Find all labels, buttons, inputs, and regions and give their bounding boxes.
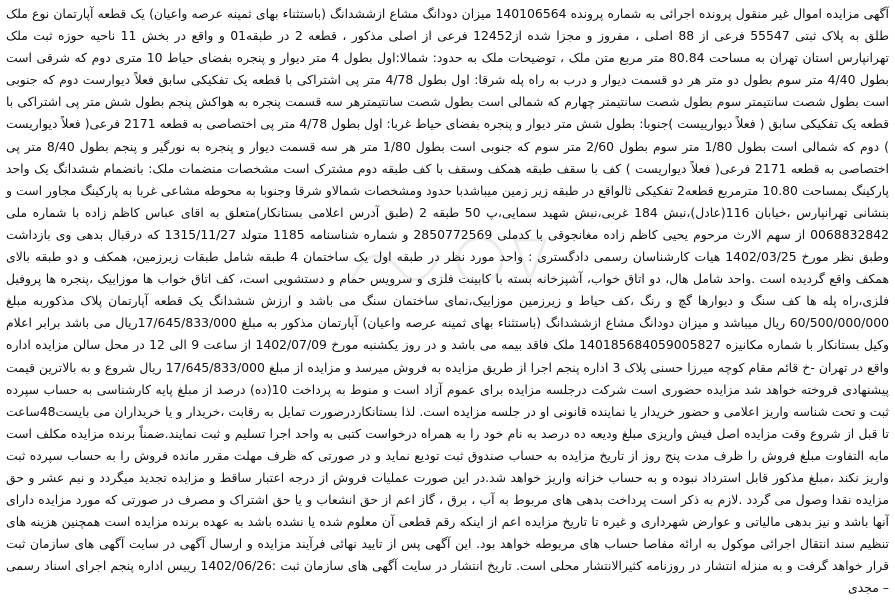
auction-notice-text: آگهی مزایده اموال غیر منقول پرونده اجرائی به شماره پرونده 140106564 میزان دودانگ مشاع ازششدانگ (باستثناء بهای ثمینه عرصه واعیان) یک قطعه آپارتمان نوع ملک طلق به پلاک ثبتی 55547 فرعی از 88 اصلی ، مفروز و مجزا شده از12452 فرعی از اصلی مذکور ، قطعه 2 در طبقه01 و واقع در بخش 11 ناحیه حوزه ثبت ملک تهرانپارس استان تهران به مساحت 80.84 متر مربع متن ملک ، توضیحات ملک به حدود: شمالا:اول بطول 4 متر دیوار و پنجره بفضای حیاط 10 متری دوم که شرقی است بطول 4/40 متر سوم بطول دو متر هر دو قسمت دیوار و درب به راه پله شرقا: اول بطول 4/78 متر پی اشتراکی با قطعه یک تفکیکی سابق فعلاً دیوارست دوم که جنوبی است بطول شصت سانتیمتر سوم بطول شصت سانتیمتر چهارم که شمالی است بطول شصت سانتیمترهر سه قسمت پنجره به هواکش پنجم بطول شش متر پی اشتراکی با قطعه یک تفکیکی سابق ( فعلاً دیوارییست )جنوبا: بطول شش متر دیوار و پنجره بفضای حیاط غربا: اول بطول 4/78 متر پی اختصاصی به قطعه 2171 فرعی( فعلاً دیواریست ) دوم که شمالی است بطول 1/80 متر سوم بطول 2/60 متر سوم که جنوبی است بطول 1/80 متر هر سه قسمت دیوار و پنجره به نورگیر و پنجم بطول 8/40 متر پی اختصاصی به قطعه 2171 فرعی( فعلاً دیواریست ) کف با سقف طبقه همکف وسقف با کف طبقه دوم مشترک است مشخصات منضمات ملک: بانضمام ششدانگ یک واحد پارکینگ بمساحت 10.80 مترمربع قطعه2 تفکیکی ثالواقع در طبقه زیر زمین میباشدبا حدود ومشخصات شمالاو شرقا وجنوبا به محوطه مشاعی غربا به پارکینگ مجاور است و بنشانی تهرانپارس ،خیابان 116(عادل)،نبش 184 غربی،نبش شهید سمایی،پ 50 طبقه 2 (طبق آدرس اعلامی بستانکار)متعلق به اقای عباس کاظم زاده با شماره ملی 0068832842 از سهم الارث مرحوم یحیی کاظم زاده مغانجوقی با کدملی 2850772569 و شماره شناسنامه 1185 متولد 1315/11/27 که درقبال بدهی وی بازداشت وطبق نظر مورخ 1402/03/25 هیات کارشناسان رسمی دادگستری : واحد مورد نظر در طبقه اول یک ساختمان 4 طبقه شامل طبقات زیرزمین، همکف و دو طبقه بالای همکف واقع گردیده است .واحد شامل هال، دو اتاق خواب، آشپزخانه بسته با کابینت فلزی و سرویس حمام و دستشویی است، کف اتاق خواب ها موزاییک ،پنجره ها پروفیل فلزی،راه پله ها کف سنگ و دیوارها گچ و رنگ ،کف حیاط و زیرزمین موزاییک،نمای ساختمان سنگ می باشد و ارزش ششدانگ یک قطعه آپارتمان پلاک مذکوربه مبلغ 60/500/000/000 ریال میباشد و میزان دودانگ مشاع ازششدانگ (باستثناء بهای ثمینه عرصه واعیان) آپارتمان مذکور به مبلغ 17/645/833/000ریال می باشد برابر اعلام وکیل بستانکار با شماره مکانیزه 140185684059005827 ملک فاقد بیمه می باشد و در روز یکشنبه مورخ 1402/07/09 از ساعت 9 الی 12 در محل سالن مزایده اداره واقع در تهران -خ قائم مقام کوچه میرزا حسنی پلاک 3 اداره پنجم اجرا از طریق مزایده به فروش میرسد و مزایده از مبلغ 17/645/833/000 ریال شروع و به بالاترین قیمت پیشنهادی فروخته خواهد شد مزایده حضوری است شرکت درجلسه مزایده برای عموم آزاد است و منوط به پرداخت 10(ده) درصد از مبلغ پایه کارشناسی به حساب سپرده ثبت و تحت شناسه واریز اعلامی و حضور خریدار یا نماینده قانونی او در جلسه مزایده است. لذا بستانکاردرصورت تمایل به رقابت ،خریدار و یا خریداران می بایست48ساعت تا قبل از شروع وقت مزایده اصل فیش واریزی مبلغ ودیعه ده درصد به نام خود را به همراه درخواست کتبی به واحد اجرا تسلیم و ثبت نمایند.ضمناً برنده مزایده مکلف است مابه التفاوت مبلغ فروش را ظرف مدت پنج روز از تاریخ مزایده به حساب صندوق ثبت تودیع نماید و در صورتی که ظرف مهلت مقرر مانده فروش را به حساب سپرده ثبت واریز نکند ،مبلغ مذکور قابل استرداد نبوده و به حساب خزانه واریز خواهد شد.در این صورت عملیات فروش از درجه اعتبار ساقط و مزایده تجدید میگردد و نیم عشر و حق مزایده نقدا وصول می گردد .لازم به ذکر است پرداخت بدهی های مربوط به آب ، برق ، گاز اعم از حق انشعاب و یا حق اشتراک و مصرف در صورتی که مورد مزایده دارای آنها باشد و نیز بدهی مالیاتی و عوارض شهرداری و غیره تا تاریخ مزایده اعم از اینکه رقم قطعی آن معلوم شده یا نشده باشد به عهده برنده مزایده است همچنین هزینه های تنظیم سند انتقال اجرائی موکول به ارائه مفاصا حساب های مربوطه خواهد بود. این آگهی پس از تایید نهائی فرآیند مزایده و ارسال آگهی در سایت آگهی های سازمان ثبت قرار خواهد گرفت و به منزله انتشار در روزنامه کثیرالانتشار محلی است. تاریخ انتشار در سایت آگهی های سازمان ثبت :1402/06/26 رییس اداره پنجم اجرای اسناد رسمی – مجدی — [6, 6, 890, 596]
